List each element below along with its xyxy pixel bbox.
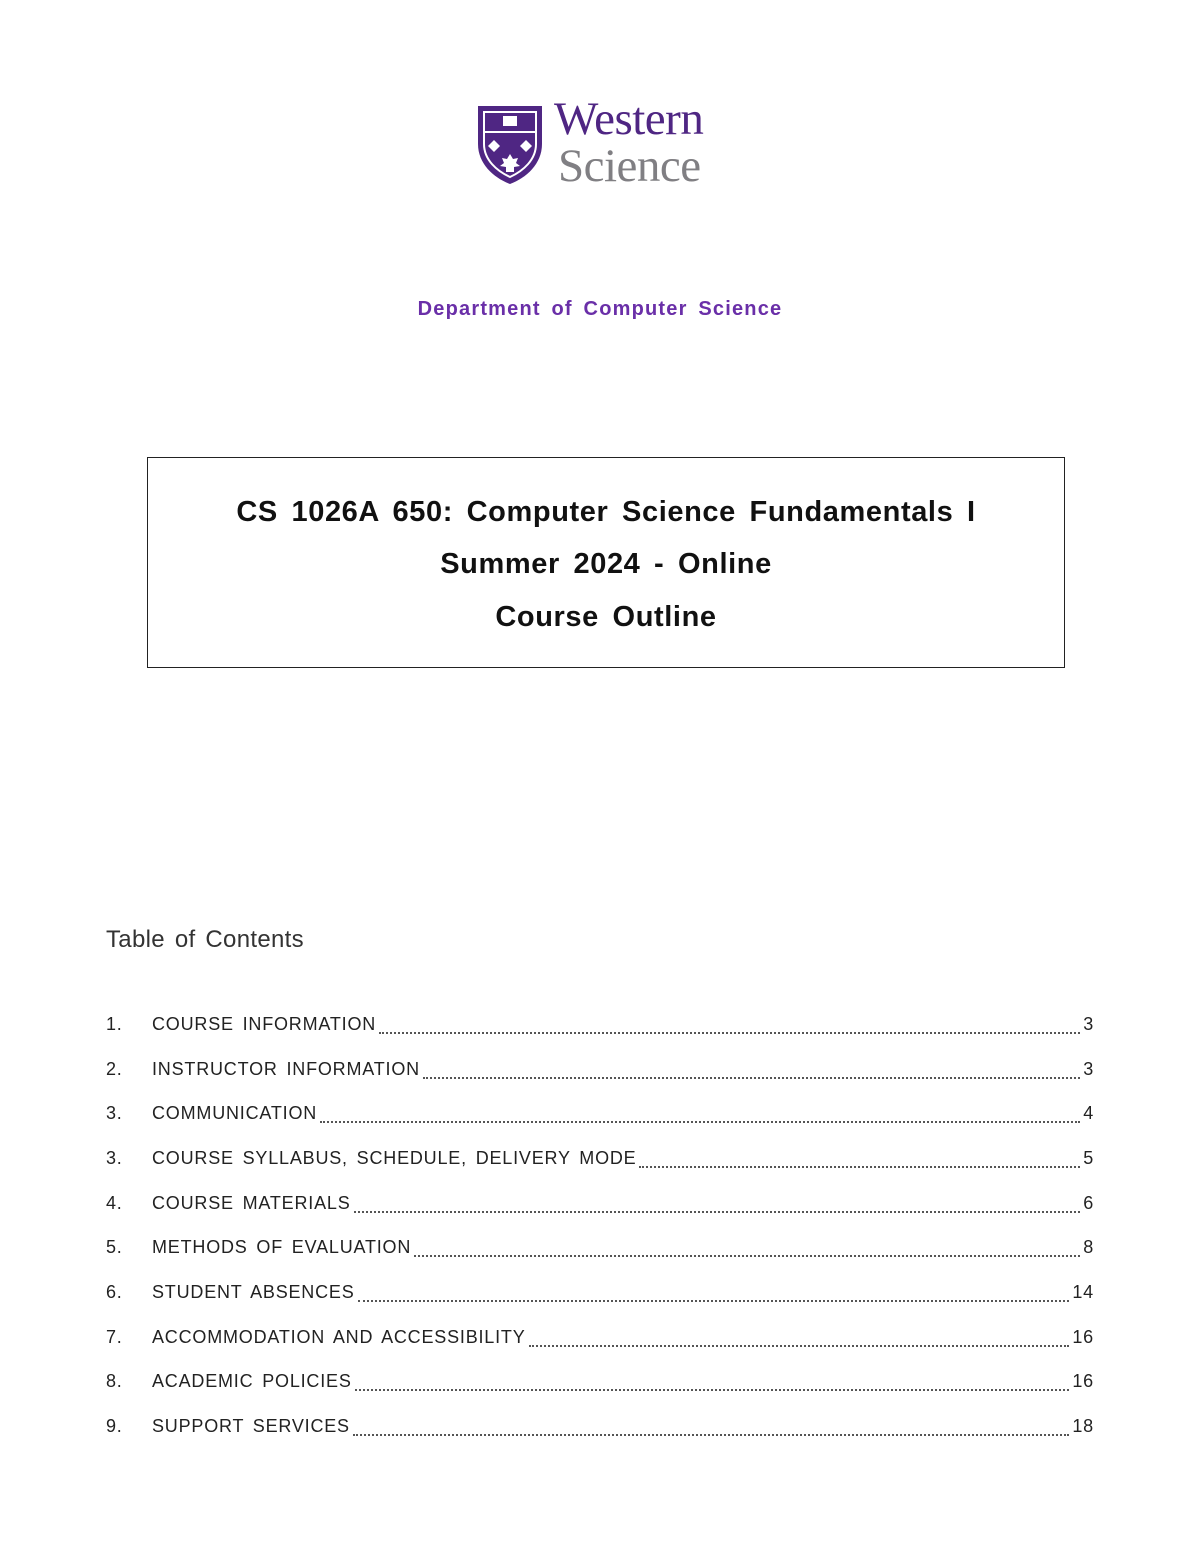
toc-entry-label: COURSE SYLLABUS, SCHEDULE, DELIVERY MODE xyxy=(152,1148,637,1168)
toc-entry-label: COURSE MATERIALS xyxy=(152,1193,351,1213)
toc-entry[interactable] xyxy=(106,1148,1094,1174)
toc-entry[interactable] xyxy=(106,1416,1094,1442)
document-type: Course Outline xyxy=(495,601,717,633)
toc-entry-number: 8. xyxy=(106,1371,123,1391)
toc-entry-number: 9. xyxy=(106,1416,123,1436)
toc-entry-page: 5 xyxy=(1083,1148,1094,1168)
course-title: CS 1026A 650: Computer Science Fundamentals I xyxy=(236,496,976,528)
western-shield-icon xyxy=(476,104,544,186)
toc-entry-page: 6 xyxy=(1083,1193,1094,1213)
logo-word-science: Science xyxy=(558,140,701,192)
toc-leader-dots xyxy=(423,1076,1080,1079)
toc-entry-page: 3 xyxy=(1083,1014,1094,1034)
toc-leader-dots xyxy=(529,1344,1070,1347)
toc-leader-dots xyxy=(414,1254,1080,1257)
toc-heading: Table of Contents xyxy=(106,926,304,953)
toc-entry-label: COMMUNICATION xyxy=(152,1103,318,1123)
toc-entry-page: 18 xyxy=(1072,1416,1094,1436)
toc-entry-number: 5. xyxy=(106,1237,123,1257)
course-title-box xyxy=(147,457,1065,668)
toc-entry-page: 8 xyxy=(1083,1237,1094,1257)
department-name: Department of Computer Science xyxy=(417,298,783,320)
toc-entry-label: ACADEMIC POLICIES xyxy=(152,1371,352,1391)
toc-entry-page: 4 xyxy=(1083,1103,1094,1123)
toc-leader-dots xyxy=(639,1165,1080,1168)
toc-leader-dots xyxy=(358,1299,1070,1302)
toc-entry-number: 7. xyxy=(106,1327,123,1347)
toc-entry-number: 1. xyxy=(106,1014,123,1034)
toc-entry-label: INSTRUCTOR INFORMATION xyxy=(152,1059,420,1079)
toc-entry[interactable] xyxy=(106,1237,1094,1263)
toc-entry[interactable] xyxy=(106,1327,1094,1353)
toc-leader-dots xyxy=(355,1388,1070,1391)
toc-entry-number: 4. xyxy=(106,1193,123,1213)
toc-entry[interactable] xyxy=(106,1193,1094,1219)
toc-entry-label: SUPPORT SERVICES xyxy=(152,1416,350,1436)
toc-entry-page: 14 xyxy=(1072,1282,1094,1302)
logo-word-western: Western xyxy=(554,93,704,145)
toc-entry[interactable] xyxy=(106,1282,1094,1308)
toc-entry-number: 3. xyxy=(106,1148,123,1168)
toc-entry-label: COURSE INFORMATION xyxy=(152,1014,377,1034)
toc-entry-page: 16 xyxy=(1072,1371,1094,1391)
toc-entry[interactable] xyxy=(106,1371,1094,1397)
toc-entry-number: 2. xyxy=(106,1059,123,1079)
toc-entry-page: 16 xyxy=(1072,1327,1094,1347)
toc-entry[interactable] xyxy=(106,1103,1094,1129)
toc-leader-dots xyxy=(354,1210,1081,1213)
toc-entry-number: 6. xyxy=(106,1282,123,1302)
toc-entry-page: 3 xyxy=(1083,1059,1094,1079)
toc-entry-number: 3. xyxy=(106,1103,123,1123)
toc-leader-dots xyxy=(320,1120,1080,1123)
toc-entry[interactable] xyxy=(106,1014,1094,1040)
toc-entry-label: STUDENT ABSENCES xyxy=(152,1282,355,1302)
toc-leader-dots xyxy=(353,1433,1070,1436)
toc-entry[interactable] xyxy=(106,1059,1094,1085)
western-science-logo xyxy=(476,93,726,192)
toc-leader-dots xyxy=(379,1031,1080,1034)
toc-entry-label: ACCOMMODATION AND ACCESSIBILITY xyxy=(152,1327,526,1347)
toc-entry-label: METHODS OF EVALUATION xyxy=(152,1237,412,1257)
course-term: Summer 2024 - Online xyxy=(440,548,772,580)
